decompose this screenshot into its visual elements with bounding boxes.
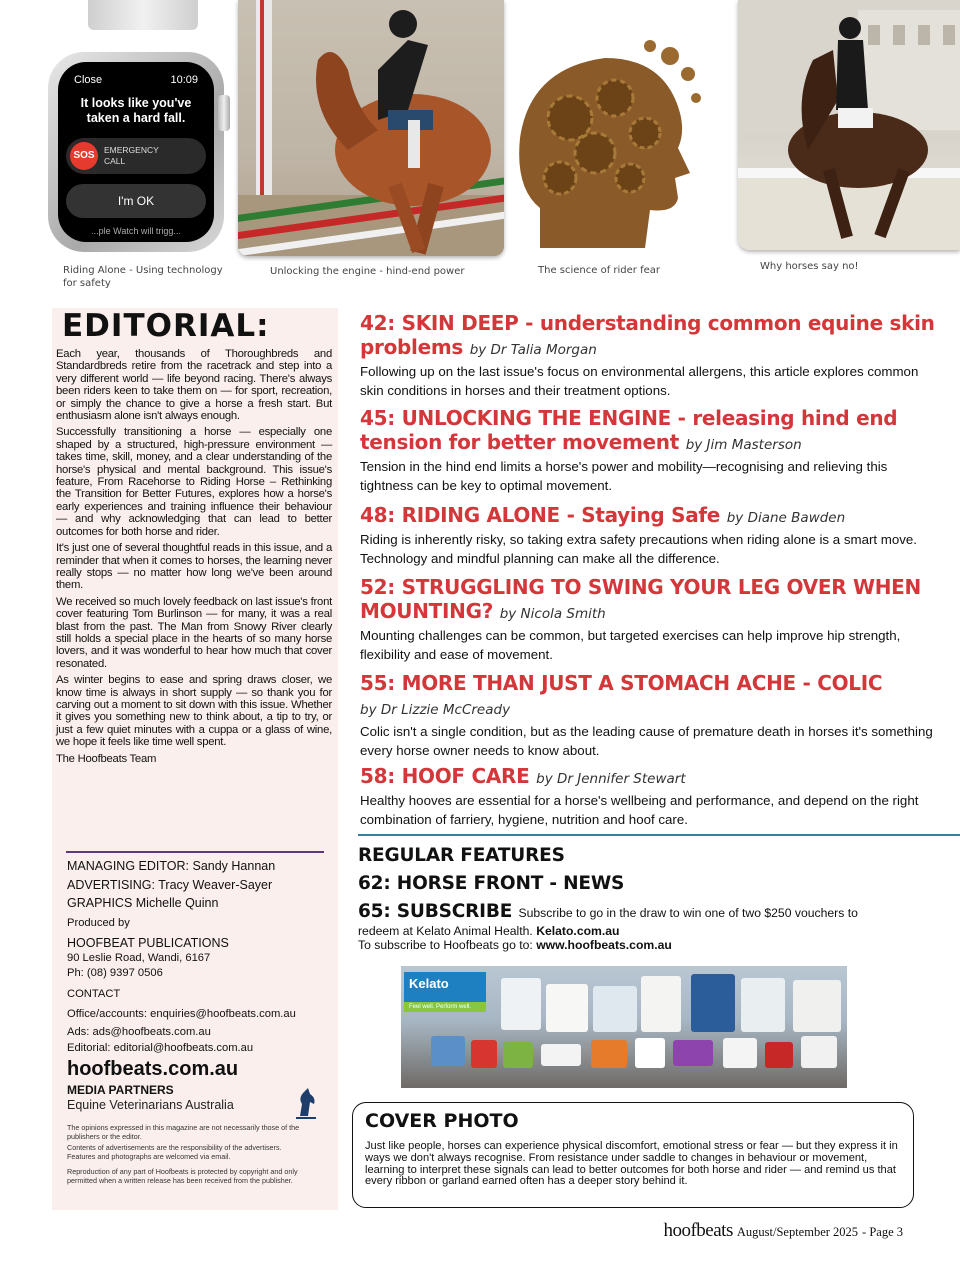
article-title: 42: SKIN DEEP - understanding common equine skin problems bbox=[360, 311, 935, 359]
horse-front-news-item[interactable]: 62: HORSE FRONT - NEWS bbox=[358, 873, 625, 894]
article-title: 45: UNLOCKING THE ENGINE - releasing hind end tension for better movement bbox=[360, 406, 898, 454]
watch-band bbox=[88, 0, 198, 30]
watch-more-text: ...ple Watch will trigg... bbox=[91, 226, 181, 236]
article-description: Mounting challenges can be common, but targeted exercises can help improve hip strength, flexibility and ease of movement. bbox=[360, 628, 901, 662]
product-tub bbox=[641, 976, 681, 1032]
contents-item[interactable] bbox=[360, 575, 940, 664]
cover-photo-box bbox=[352, 1102, 914, 1208]
media-partners-heading: MEDIA PARTNERS bbox=[67, 1083, 174, 1097]
cover-photo-text: Just like people, horses can experience physical discomfort, emotional stress or fear — but they express it in ways we don't always recognise. From resistance under saddle to changes in behaviour or movement, learning to interpret these signals can lead to better outcomes for both horse and rider — and remind us that every ribbon or garland earned often has a deeper story behind it. bbox=[365, 1140, 898, 1188]
editorial-email: Editorial: editorial@hoofbeats.com.au bbox=[67, 1042, 254, 1054]
product-tub bbox=[431, 1036, 465, 1066]
kelato-advertisement[interactable] bbox=[401, 966, 847, 1088]
contact-heading: CONTACT bbox=[67, 988, 121, 1000]
article-title: 55: MORE THAN JUST A STOMACH ACHE - COLIC bbox=[360, 671, 883, 695]
editorial-paragraph: Each year, thousands of Thoroughbreds and Standardbreds retire from the racetrack and step into a very different world — life beyond racing. There's always been riders keen to take them on — for sport, recreation, or simply the chance to give a horse a fresh start. But enthusiasm alone isn't always enough. bbox=[56, 348, 332, 423]
product-tub bbox=[501, 978, 541, 1030]
editorial-signoff: The Hoofbeats Team bbox=[56, 752, 157, 765]
editorial-paragraph: Successfully transitioning a horse — especially one shaped by a structured, high-pressure environment — takes time, skill, money, and a clear understanding of the horse's physical and mental background. This issue's feature, From Racehorse to Riding Horse – Rethinking the Transition for Better Futures, explores how a horse's early experiences and training influence their behaviour — and why acknowledging that can lead to better outcomes for both horse and rider. bbox=[56, 426, 332, 538]
contents-item[interactable] bbox=[360, 671, 940, 760]
section-divider bbox=[358, 834, 960, 836]
publisher-name: HOOFBEAT PUBLICATIONS bbox=[67, 936, 229, 950]
article-title: 48: RIDING ALONE - Staying Safe bbox=[360, 503, 721, 527]
article-description: Healthy hooves are essential for a horse's wellbeing and performance, and depend on the right combination of farriery, hygiene, nutrition and hoof care. bbox=[360, 793, 919, 827]
article-title: 52: STRUGGLING TO SWING YOUR LEG OVER WHEN MOUNTING? bbox=[360, 575, 921, 623]
subscribe-title: 65: SUBSCRIBE bbox=[358, 901, 513, 922]
product-tub bbox=[801, 1036, 837, 1068]
product-tub bbox=[793, 980, 841, 1032]
product-tub bbox=[765, 1042, 793, 1068]
caption-unlocking-engine: Unlocking the engine - hind-end power bbox=[270, 266, 465, 277]
article-description: Colic isn't a single condition, but as the leading cause of premature death in horses it's something every horse owner needs to know about. bbox=[360, 724, 933, 758]
watch-screen bbox=[58, 62, 214, 242]
kelato-tagline: Feel well. Perform well. bbox=[404, 1002, 486, 1012]
produced-by: Produced by bbox=[67, 917, 130, 929]
article-description: Tension in the hind end limits a horse's power and mobility—recognising and relieving this tightness can be key to optimal movement. bbox=[360, 459, 888, 493]
caption-riding-alone: Riding Alone - Using technology for safety bbox=[63, 265, 223, 289]
article-byline: by Diane Bawden bbox=[726, 510, 846, 526]
fine-print-ads: Contents of advertisements are the responsibility of the advertisers. bbox=[67, 1143, 282, 1152]
sos-badge: SOS bbox=[70, 142, 98, 170]
show-jumping-photo bbox=[238, 0, 504, 256]
product-tub bbox=[471, 1040, 497, 1068]
editorial-panel bbox=[52, 308, 338, 1210]
show-jumping-illustration bbox=[238, 0, 504, 256]
subscribe-website-text: To subscribe to Hoofbeats go to: bbox=[358, 938, 533, 952]
eva-horse-logo-icon bbox=[292, 1086, 320, 1120]
editorial-paragraph: We received so much lovely feedback on last issue's front cover featuring Tom Burlinson — for many, it was a real blast from the past. The Man from Snowy River clearly still holds a special place in the hearts of so many horse lovers, and it was wonderful to hear how much that cover resonated. bbox=[56, 595, 332, 670]
subscribe-redeem-line bbox=[358, 924, 620, 938]
product-tub bbox=[635, 1038, 665, 1068]
contents-item[interactable] bbox=[360, 406, 940, 495]
product-tub bbox=[691, 974, 735, 1032]
editorial-paragraph: It's just one of several thoughtful reads in this issue, and a reminder that when it comes to horses, the learning never really stops — no matter how long we've been around them. bbox=[56, 542, 332, 592]
watch-crown bbox=[218, 95, 230, 131]
managing-editor: MANAGING EDITOR: Sandy Hannan bbox=[67, 859, 276, 873]
redeem-text: redeem at Kelato Animal Health. bbox=[358, 924, 533, 938]
caption-horses-say-no: Why horses say no! bbox=[760, 261, 859, 272]
article-byline: by Nicola Smith bbox=[499, 606, 606, 622]
hoofbeats-link[interactable]: www.hoofbeats.com.au bbox=[536, 938, 672, 952]
contents-item[interactable] bbox=[360, 503, 940, 568]
dressage-horse-photo bbox=[738, 0, 960, 250]
watch-ok-button: I'm OK bbox=[66, 184, 206, 218]
subscribe-item[interactable] bbox=[358, 901, 858, 922]
product-tub bbox=[723, 1038, 757, 1068]
fine-print-copyright: Reproduction of any part of Hoofbeats is protected by copyright and only permitted when a written release has been received from the publisher. bbox=[67, 1167, 298, 1185]
article-byline: by Dr Talia Morgan bbox=[469, 342, 597, 358]
caption-rider-fear: The science of rider fear bbox=[538, 265, 660, 276]
footer-page-number: - Page 3 bbox=[862, 1225, 903, 1239]
product-tub bbox=[673, 1040, 713, 1066]
kelato-logo: Kelato bbox=[404, 972, 486, 1002]
contents-item[interactable] bbox=[360, 764, 940, 829]
product-tub bbox=[741, 978, 785, 1032]
article-byline: by Jim Masterson bbox=[685, 437, 802, 453]
article-byline: by Dr Lizzie McCready bbox=[360, 702, 511, 718]
article-byline: by Dr Jennifer Stewart bbox=[536, 771, 686, 787]
subscribe-description: Subscribe to go in the draw to win one of two $250 vouchers to bbox=[518, 906, 858, 920]
footer-issue: August/September 2025 bbox=[736, 1225, 859, 1239]
publisher-phone: Ph: (08) 9397 0506 bbox=[67, 967, 163, 979]
website-link[interactable]: hoofbeats.com.au bbox=[67, 1058, 239, 1080]
editorial-paragraph: As winter begins to ease and spring draws closer, we know time is always in short supply — so thank you for carving out a moment to sit down with this issue. Whether it gives you something new to think about, a tip to try, or just a few quiet minutes with a cuppa or a glass of wine, we hope it feels like time well spent. bbox=[56, 674, 332, 749]
product-tub bbox=[541, 1044, 581, 1066]
regular-features-heading: REGULAR FEATURES bbox=[358, 845, 565, 866]
footer-brand: hoofbeats bbox=[663, 1220, 733, 1241]
watch-close-label: Close bbox=[74, 74, 103, 86]
fine-print-opinions: The opinions expressed in this magazine are not necessarily those of the publishers or the editor. bbox=[67, 1123, 300, 1141]
editorial-title: EDITORIAL: bbox=[62, 308, 270, 344]
ads-email: Ads: ads@hoofbeats.com.au bbox=[67, 1026, 211, 1038]
product-tub bbox=[591, 1040, 627, 1068]
gear-head-svg bbox=[510, 38, 706, 252]
cover-photo-title: COVER PHOTO bbox=[365, 1110, 519, 1132]
publisher-address: 90 Leslie Road, Wandi, 6167 bbox=[67, 952, 211, 964]
editorial-divider bbox=[66, 851, 324, 853]
graphics-credit: GRAPHICS Michelle Quinn bbox=[67, 896, 219, 910]
emergency-call-label: EMERGENCY CALL bbox=[104, 145, 159, 166]
kelato-link[interactable]: Kelato.com.au bbox=[536, 924, 620, 938]
article-description: Following up on the last issue's focus on environmental allergens, this article explores common skin conditions in horses and their treatment options. bbox=[360, 364, 919, 398]
contents-item[interactable] bbox=[360, 311, 940, 400]
advertising-contact: ADVERTISING: Tracy Weaver-Sayer bbox=[67, 878, 273, 892]
page-footer bbox=[663, 1220, 903, 1242]
product-tub bbox=[503, 1042, 533, 1068]
article-title: 58: HOOF CARE bbox=[360, 764, 530, 788]
watch-fall-message: It looks like you've taken a hard fall. bbox=[80, 96, 192, 125]
dressage-illustration bbox=[738, 0, 960, 250]
product-tub bbox=[546, 984, 588, 1032]
media-partner-name: Equine Veterinarians Australia bbox=[67, 1098, 234, 1112]
article-description: Riding is inherently risky, so taking extra safety precautions when riding alone is a smart move. Technology and mindful planning can make all the difference. bbox=[360, 532, 918, 566]
watch-time: 10:09 bbox=[170, 74, 198, 86]
office-email: Office/accounts: enquiries@hoofbeats.com.au bbox=[67, 1008, 296, 1020]
fine-print-features: Features and photographs are welcomed via email. bbox=[67, 1152, 231, 1161]
editorial-body bbox=[56, 348, 332, 769]
product-tub bbox=[593, 986, 637, 1032]
watch-emergency-button bbox=[66, 138, 206, 174]
subscribe-website-line bbox=[358, 938, 672, 952]
gear-head-illustration bbox=[510, 38, 706, 252]
